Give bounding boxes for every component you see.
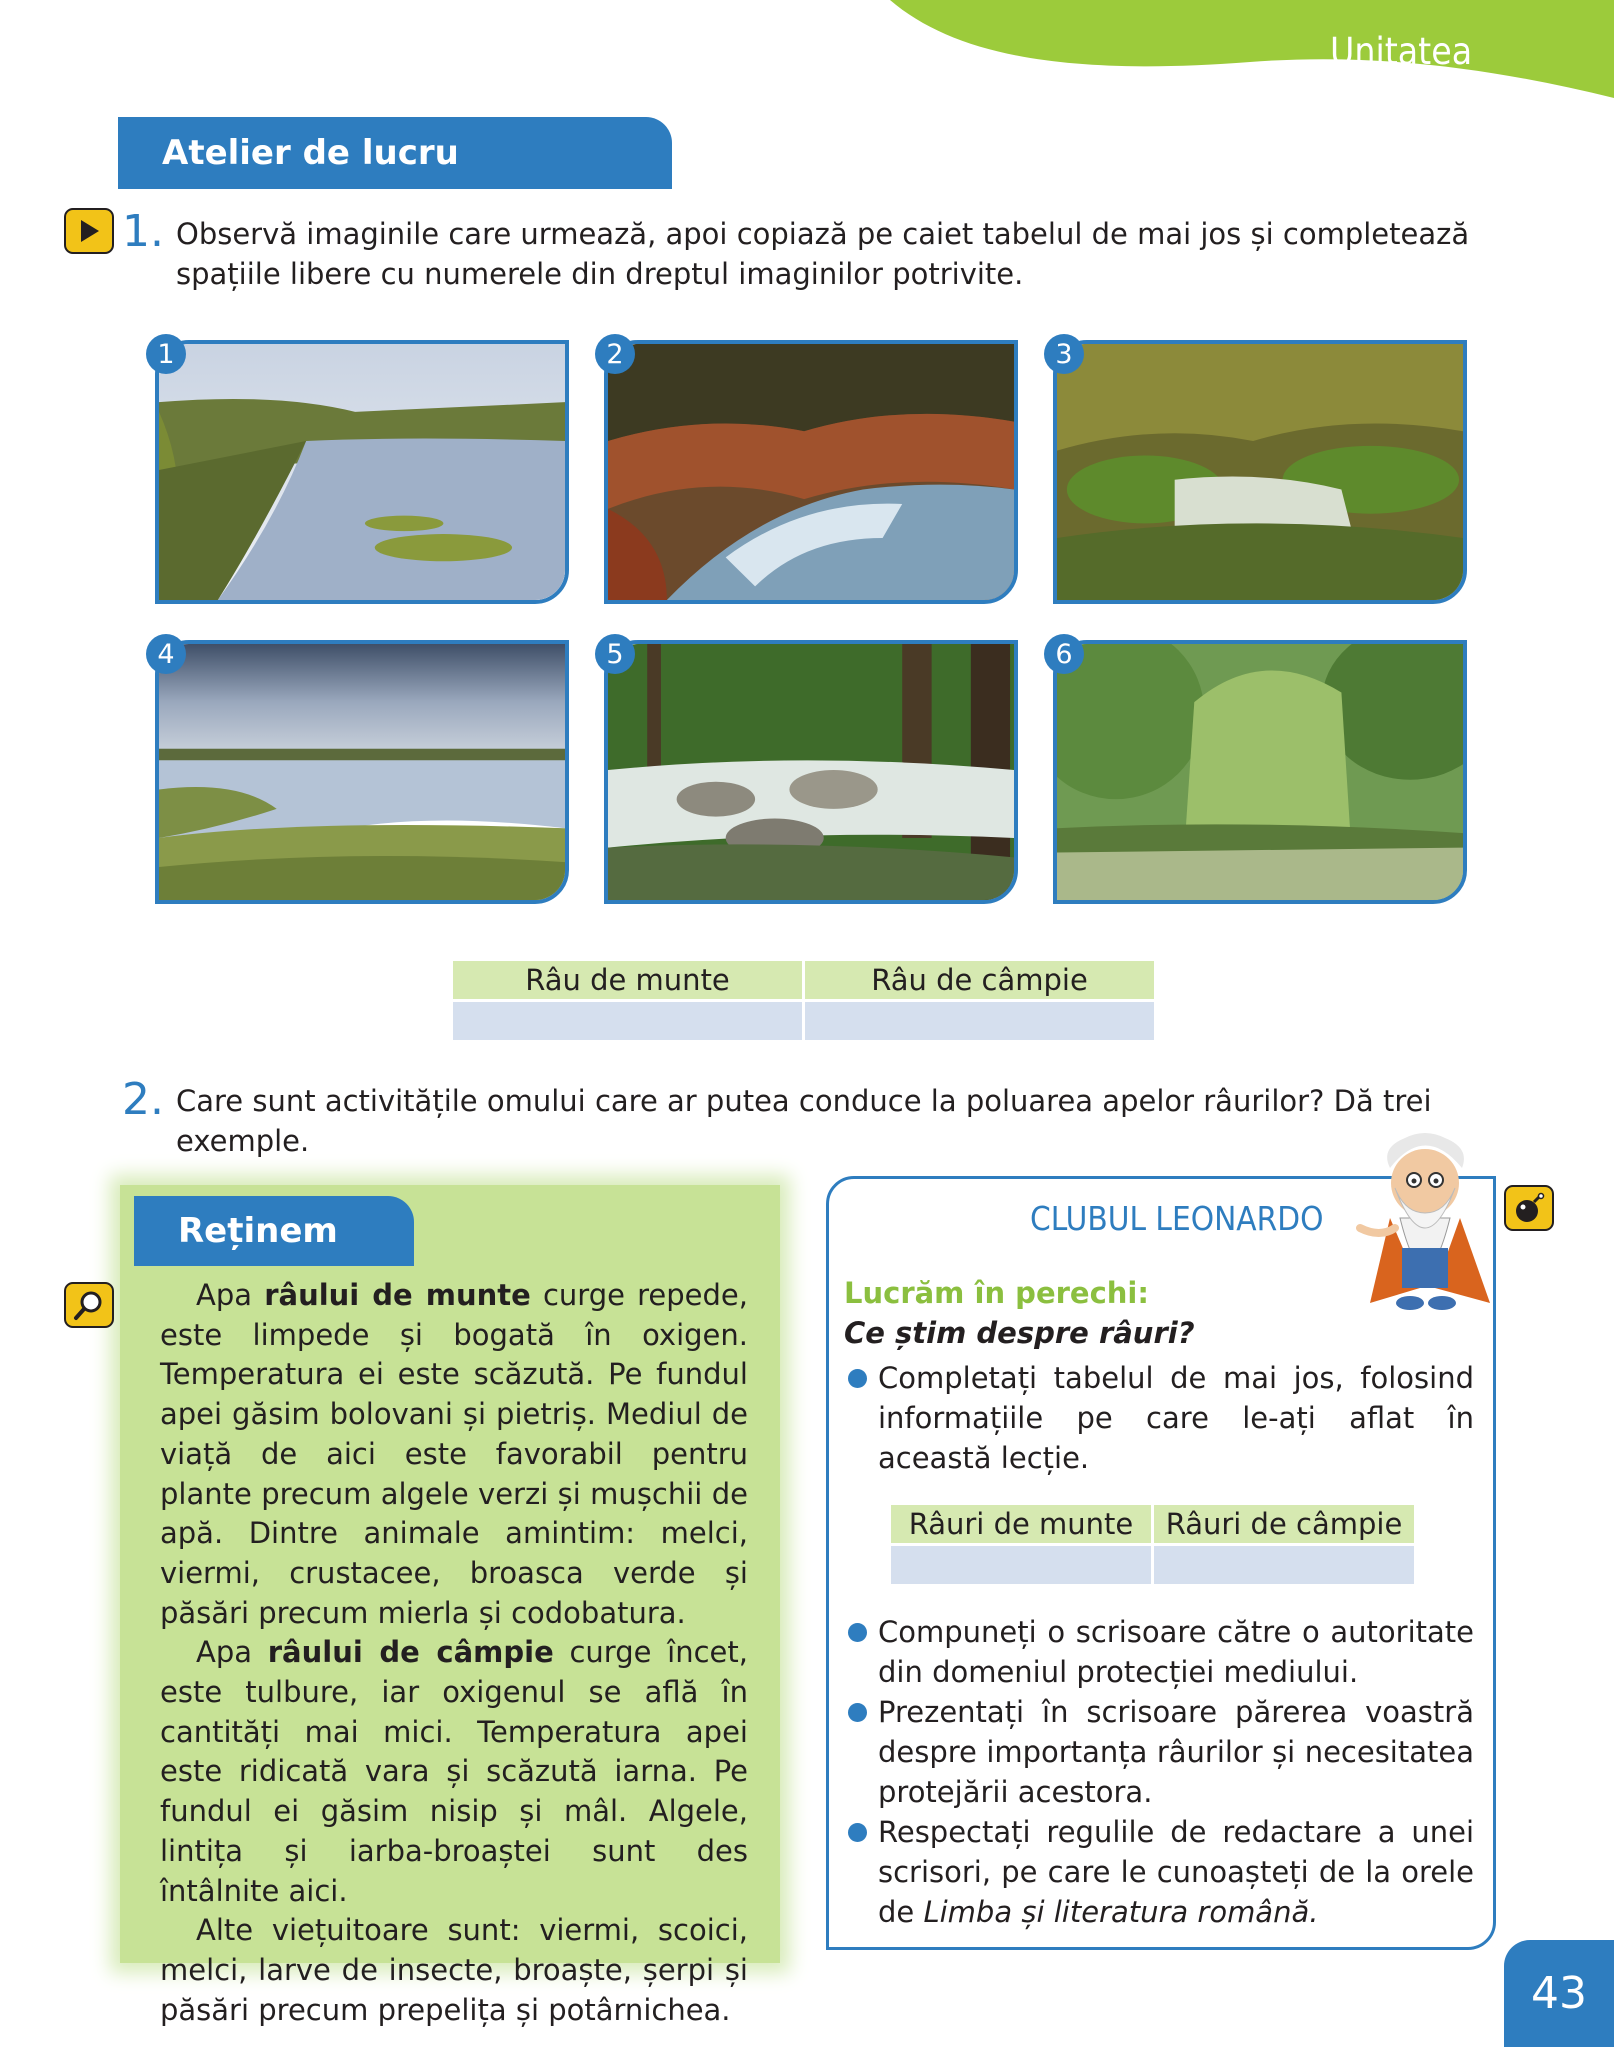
unit-label: Unitatea 2 [1330,30,1473,116]
leonardo-river-table [888,1502,1417,1587]
photo-mountain-stream-autumn [604,340,1018,604]
photo-number-badge: 4 [146,634,186,674]
leonardo-subtitle: Lucrăm în perechi: [844,1276,1149,1310]
table-header: Râuri de munte [891,1505,1151,1543]
photo-mossy-stream [1053,340,1467,604]
paragraph: Apa râului de munte curge repede, este limpede și bogată în oxigen. Temperatura ei este scăzută. Pe fundul apei găsim bolovani și pietriș. Mediul de viață de aici este favorabil pentru plante precum algele verzi și mușchii de apă. Dintre animale amintim: melci, viermi, crustacee, broasca verde și păsări precum mierla și codobatura. [160,1278,748,1630]
task-instruction: Care sunt activitățile omului care ar putea conduce la poluarea apelor râurilor? Dă trei exemple. [176,1084,1432,1158]
table-cell [1154,1546,1414,1584]
photo-forest-stream-boulders [604,640,1018,904]
photo-number-badge: 3 [1044,334,1084,374]
table-header: Râu de munte [453,961,802,999]
bomb-icon [1504,1185,1554,1231]
page-number: 43 [1504,1940,1614,2047]
bullet-item: Prezentați în scrisoare părerea voastră despre importanța râurilor și necesitatea protejării acestora. [844,1692,1474,1812]
table-cell [891,1546,1151,1584]
bullet-item: Compuneți o scrisoare către o autoritate din domeniul protecției mediului. [844,1612,1474,1692]
leonardo-question: Ce știm despre râuri? [844,1316,1195,1350]
play-icon [64,208,114,254]
photo-willow-river [1053,640,1467,904]
photo-number-badge: 5 [595,634,635,674]
section-banner-atelier: Atelier de lucru [118,117,672,189]
bullet-item: Respectați regulile de redactare a unei scrisori, pe care le cunoașteți de la orele de Limba și literatura română. [844,1812,1474,1932]
section-banner-retinem: Reținem [134,1196,414,1266]
photo-lowland-marsh [155,640,569,904]
wizard-mascot [1350,1128,1500,1313]
photo-number-badge: 2 [595,334,635,374]
task-instruction: Observă imaginile care urmează, apoi copiază pe caiet tabelul de mai jos și completează spațiile libere cu numerele din dreptul imaginilor potrivite. [176,217,1470,291]
table-cell [805,1002,1154,1040]
table-header: Râu de câmpie [805,961,1154,999]
paragraph: Alte viețuitoare sunt: viermi, scoici, melci, larve de insecte, broaște, șerpi și păsări precum prepelița și potârnichea. [160,1913,748,2027]
leonardo-bullet-list [844,1358,1474,1478]
paragraph: Apa râului de câmpie curge încet, este tulbure, iar oxigenul se află în cantități mai mici. Temperatura apei este ridicată vara și scăzută iarna. Pe fundul ei găsim nisip și mâl. Algele, lintița și iarba-broaștei sunt des întâlnite aici. [160,1635,748,1908]
task-number: 1. [122,206,164,257]
photo-number-badge: 1 [146,334,186,374]
table-header: Râuri de câmpie [1154,1505,1414,1543]
photo-lowland-river [155,340,569,604]
table-cell [453,1002,802,1040]
magnifier-icon [64,1282,114,1328]
retinem-text [160,1276,748,2030]
leonardo-bullet-list [844,1612,1474,1932]
bullet-item: Completați tabelul de mai jos, folosind informațiile pe care le-ați aflat în această lecție. [844,1358,1474,1478]
task-number: 2. [122,1074,164,1125]
photo-number-badge: 6 [1044,634,1084,674]
leonardo-title: CLUBUL LEONARDO [1030,1199,1324,1238]
river-type-table [450,958,1157,1043]
